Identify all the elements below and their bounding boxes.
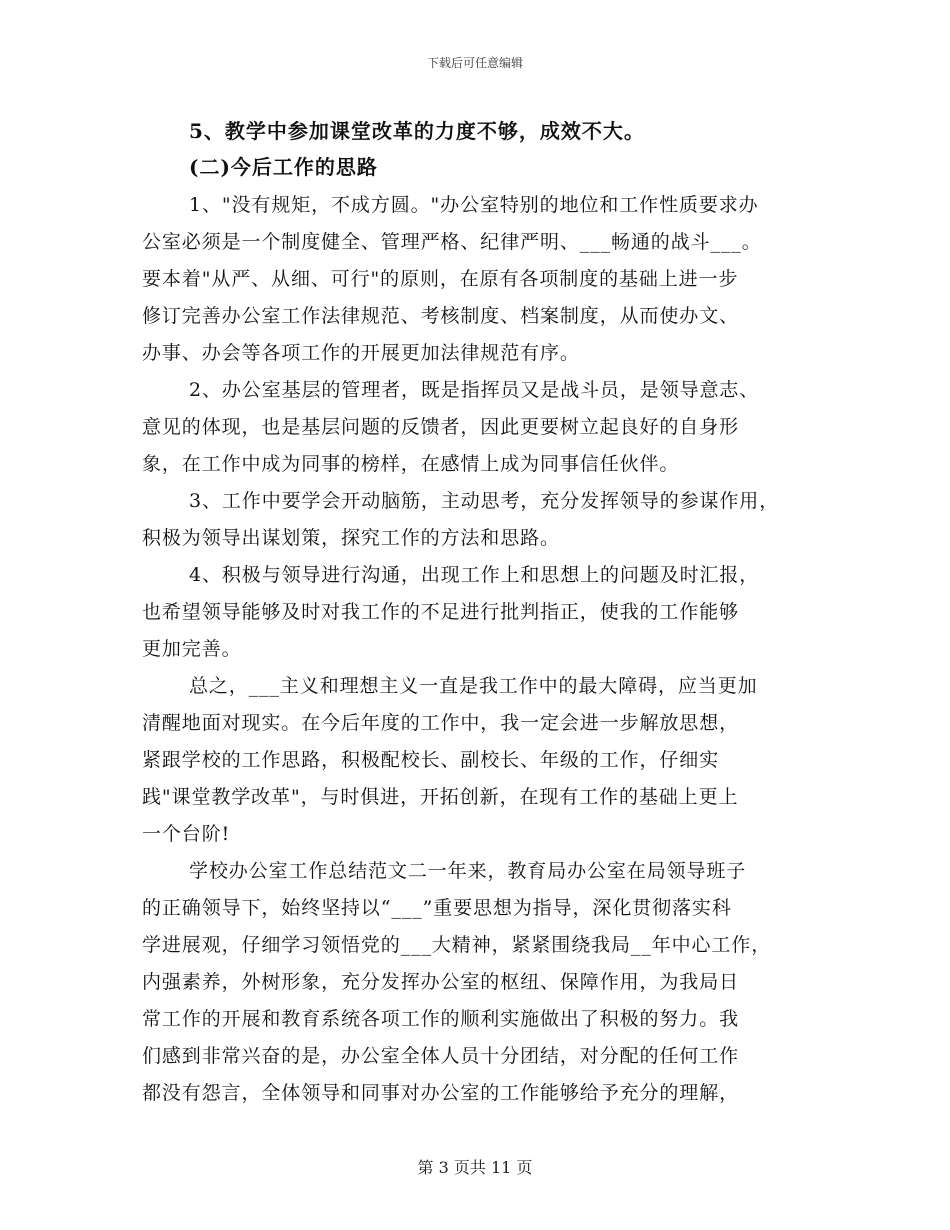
paragraph-6-line: 学进展观，仔细学习领悟党的___大精神，紧紧围绕我局__年中心工作，: [142, 934, 772, 956]
paragraph-5-line: 践"课堂教学改革"，与时俱进，开拓创新，在现有工作的基础上更上: [142, 786, 739, 808]
paragraph-2-line: 意见的体现，也是基层问题的反馈者，因此更要树立起良好的自身形: [142, 416, 740, 438]
paragraph-1-line: 修订完善办公室工作法律规范、考核制度、档案制度，从而使办文、: [142, 305, 740, 327]
paragraph-5-line: 总之，___主义和理想主义一直是我工作中的最大障碍，应当更加: [189, 675, 758, 697]
paragraph-3-line: 积极为领导出谋划策，探究工作的方法和思路。: [142, 527, 560, 549]
paragraph-1-line: 要本着"从严、从细、可行"的原则，在原有各项制度的基础上进一步: [142, 268, 739, 290]
paragraph-6-line: 常工作的开展和教育系统各项工作的顺利实施做出了积极的努力。我: [142, 1008, 740, 1030]
paragraph-6-line: 内强素养，外树形象，充分发挥办公室的枢纽、保障作用，为我局日: [142, 971, 740, 993]
paragraph-1-line: 公室必须是一个制度健全、管理严格、纪律严明、___畅通的战斗___。: [142, 231, 762, 253]
heading-problem-5: 5、教学中参加课堂改革的力度不够，成效不大。: [189, 119, 645, 143]
paragraph-2-line: 2、办公室基层的管理者，既是指挥员又是战斗员，是领导意志、: [189, 379, 760, 401]
heading-future-ideas: (二)今后工作的思路: [189, 155, 378, 179]
paragraph-4-line: 更加完善。: [142, 638, 242, 660]
paragraph-6-line: 都没有怨言，全体领导和同事对办公室的工作能够给予充分的理解，: [142, 1082, 740, 1104]
paragraph-6-line: 的正确领导下，始终坚持以“___”重要思想为指导，深化贯彻落实科: [142, 897, 732, 919]
paragraph-4-line: 也希望领导能够及时对我工作的不足进行批判指正，使我的工作能够: [142, 601, 740, 623]
paragraph-5-line: 紧跟学校的工作思路，积极配校长、副校长、年级的工作，仔细实: [142, 749, 720, 771]
paragraph-1-line: 办事、办会等各项工作的开展更加法律规范有序。: [142, 342, 580, 364]
header-note: 下载后可任意编辑: [426, 56, 523, 70]
paragraph-6-line: 们感到非常兴奋的是，办公室全体人员十分团结，对分配的任何工作: [142, 1045, 740, 1067]
paragraph-5-line: 清醒地面对现实。在今后年度的工作中，我一定会进一步解放思想，: [142, 712, 740, 734]
paragraph-6-line: 学校办公室工作总结范文二一年来，教育局办公室在局领导班子: [189, 860, 747, 882]
paragraph-3-line: 3、工作中要学会开动脑筋，主动思考，充分发挥领导的参谋作用，: [189, 490, 780, 512]
paragraph-1-line: 1、"没有规矩，不成方圆。"办公室特别的地位和工作性质要求办: [189, 194, 759, 216]
page-number: 第 3 页共 11 页: [417, 1158, 533, 1177]
paragraph-5-line: 一个台阶!: [142, 823, 231, 845]
paragraph-2-line: 象，在工作中成为同事的榜样，在感情上成为同事信任伙伴。: [142, 453, 680, 475]
paragraph-4-line: 4、积极与领导进行沟通，出现工作上和思想上的问题及时汇报，: [189, 564, 760, 586]
